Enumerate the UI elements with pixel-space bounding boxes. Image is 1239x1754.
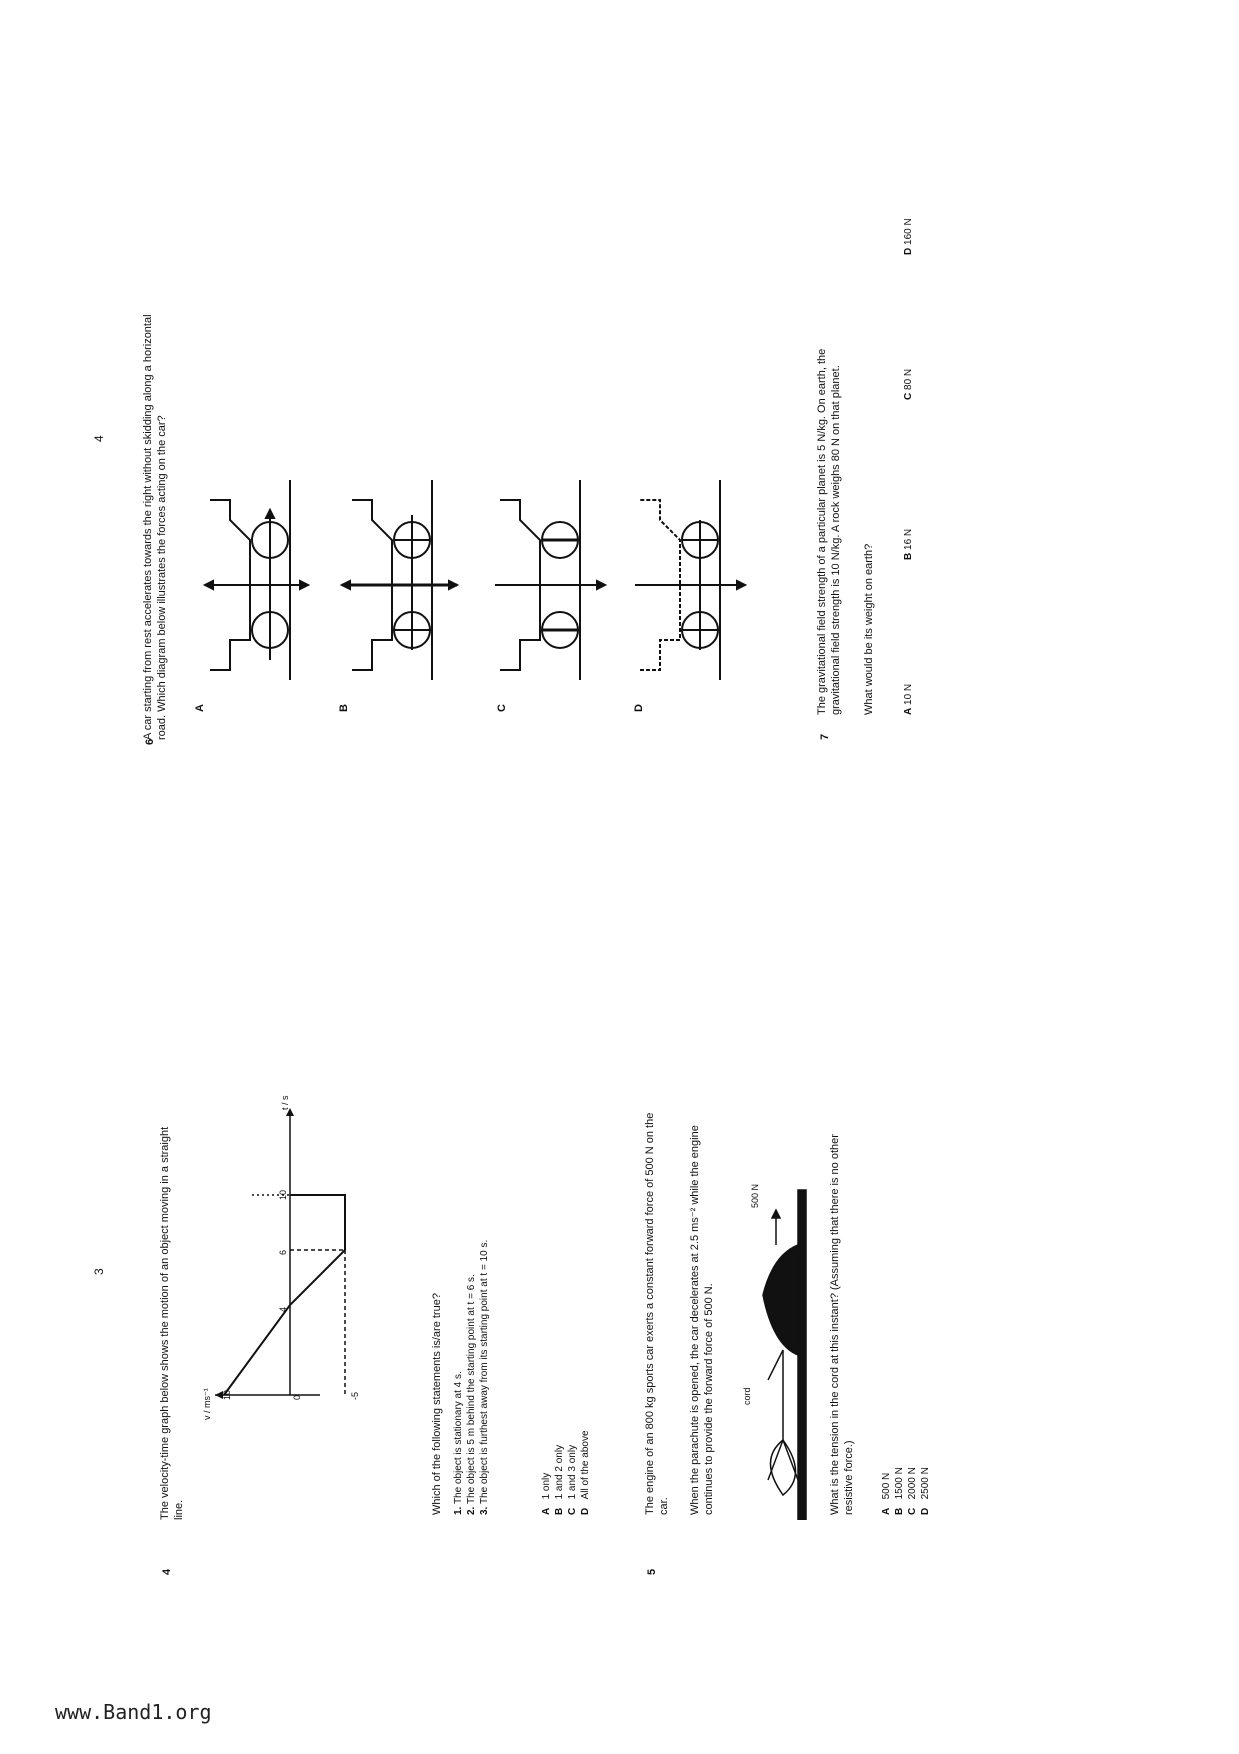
option-6b-label: B <box>338 704 350 712</box>
cord-label: cord <box>742 1387 752 1405</box>
footer-watermark[interactable]: www.Band1.org <box>55 1700 212 1724</box>
question-4-stem-line2: line. <box>173 1499 185 1520</box>
q4-option-c-letter: C <box>567 1507 578 1515</box>
question-5-prompt <box>828 1134 856 1515</box>
question-7-stem <box>815 349 843 715</box>
statement-3 <box>478 1240 491 1515</box>
question-6-stem-line2: road. Which diagram below illustrates the forces acting on the car? <box>156 415 168 740</box>
q7-option-c-letter: C <box>903 392 914 400</box>
question-5-stem-1 <box>643 1113 671 1515</box>
road <box>798 1190 806 1520</box>
q7-option-a-letter: A <box>903 707 914 715</box>
statement-3-number: 3. <box>479 1506 490 1515</box>
q4-option-a-letter: A <box>541 1507 552 1515</box>
q4-option-a <box>540 1430 553 1515</box>
x-tick-6: 6 <box>278 1249 288 1255</box>
q7-option-a-text: 10 N <box>903 683 914 705</box>
question-5-prompt-line2: resistive force.) <box>843 1440 855 1515</box>
car-diagram-c <box>480 470 610 690</box>
question-6-stem-line1: A car starting from rest accelerates towards the right without skidding along a horizontal <box>142 314 154 740</box>
statement-2-text: The object is 5 m behind the starting point at t = 6 s. <box>466 1274 477 1505</box>
graph-y-axis-label: v / ms⁻¹ <box>202 1388 212 1420</box>
statement-2-number: 2. <box>466 1506 477 1515</box>
q7-option-b-letter: B <box>903 552 914 560</box>
q5-option-b-text: 1500 N <box>894 1467 905 1500</box>
q4-option-c <box>566 1430 579 1515</box>
q5-options <box>880 1467 932 1515</box>
q4-option-d-letter: D <box>580 1507 591 1515</box>
question-5-stem1-line1: The engine of an 800 kg sports car exerts a constant forward force of 500 N on the <box>644 1112 656 1515</box>
q7-option-c <box>902 369 915 400</box>
car-diagram-a <box>190 470 320 690</box>
q5-option-d <box>919 1467 932 1515</box>
q7-option-d-text: 160 N <box>903 218 914 245</box>
question-5-stem2-line2: continues to provide the forward force of 500 N. <box>703 1283 715 1515</box>
car-body <box>763 1245 798 1355</box>
statement-1-number: 1. <box>453 1506 464 1515</box>
statement-2 <box>465 1240 478 1515</box>
q7-option-c-text: 80 N <box>903 368 914 390</box>
page-number-4: 4 <box>92 435 106 442</box>
velocity-time-graph <box>190 1090 360 1420</box>
option-6a-label: A <box>194 704 206 712</box>
car-diagram-d <box>620 470 750 690</box>
q7-option-b <box>902 529 915 560</box>
parachute-car-diagram <box>728 1150 808 1520</box>
q5-option-c-text: 2000 N <box>907 1467 918 1500</box>
question-5-number: 5 <box>646 1568 658 1575</box>
question-4-number: 4 <box>161 1568 173 1575</box>
q5-option-b <box>893 1467 906 1515</box>
q5-option-d-text: 2500 N <box>920 1467 931 1500</box>
statement-1-text: The object is stationary at 4 s. <box>453 1371 464 1505</box>
car-diagram-b <box>332 470 462 690</box>
question-4-prompt: Which of the following statements is/are true? <box>431 1293 443 1515</box>
question-5-stem1-line2: car. <box>658 1497 670 1515</box>
y-tick-0: 0 <box>292 1394 302 1400</box>
force-label-500n: 500 N <box>750 1183 760 1208</box>
x-tick-4: 4 <box>278 1306 288 1312</box>
q5-option-a-letter: A <box>881 1507 892 1515</box>
question-4-stem <box>158 1127 186 1520</box>
statement-1 <box>452 1240 465 1515</box>
q5-option-c <box>906 1467 919 1515</box>
q7-option-b-text: 16 N <box>903 528 914 550</box>
q5-option-b-letter: B <box>894 1507 905 1515</box>
q4-options <box>540 1430 592 1515</box>
question-5-stem2-line1: When the parachute is opened, the car decelerates at 2.5 ms⁻² while the engine <box>689 1125 701 1515</box>
q4-option-d-text: All of the above <box>580 1430 591 1500</box>
q4-option-a-text: 1 only <box>541 1472 552 1500</box>
x-tick-10: 10 <box>278 1189 288 1200</box>
y-tick-minus-5: -5 <box>350 1391 360 1400</box>
q4-option-b-text: 1 and 2 only <box>554 1444 565 1500</box>
q7-option-d <box>902 218 915 255</box>
page-number-3: 3 <box>92 1268 106 1275</box>
q5-option-d-letter: D <box>920 1507 931 1515</box>
question-5-prompt-line1: What is the tension in the cord at this instant? (Assuming that there is no other <box>829 1134 841 1515</box>
y-tick-10: 10 <box>222 1389 232 1400</box>
graph-x-axis-label: t / s <box>280 1095 290 1110</box>
statement-3-text: The object is furthest away from its starting point at t = 10 s. <box>479 1239 490 1505</box>
q4-option-b <box>553 1430 566 1515</box>
velocity-line <box>224 1195 345 1395</box>
q5-option-a-text: 500 N <box>881 1472 892 1500</box>
parachute-canopy <box>771 1440 796 1495</box>
question-7-stem-line1: The gravitational field strength of a particular planet is 5 N/kg. On earth, the <box>816 348 828 715</box>
q5-option-c-letter: C <box>907 1507 918 1515</box>
question-7-number: 7 <box>819 733 831 740</box>
q5-option-a <box>880 1467 893 1515</box>
q4-option-c-text: 1 and 3 only <box>567 1444 578 1500</box>
q4-option-b-letter: B <box>554 1507 565 1515</box>
question-7-stem-line2: gravitational field strength is 10 N/kg. A rock weighs 80 N on that planet. <box>830 365 842 715</box>
question-4-stem-line1: The velocity-time graph below shows the motion of an object moving in a straight <box>159 1126 171 1520</box>
q7-option-d-letter: D <box>903 247 914 255</box>
question-6-stem <box>141 314 169 740</box>
question-6-number: 6 <box>144 738 156 745</box>
q4-option-d <box>579 1430 592 1515</box>
option-6c-label: C <box>496 704 508 712</box>
q7-option-a <box>902 684 915 715</box>
question-7-prompt: What would be its weight on earth? <box>863 543 875 715</box>
question-5-stem-2 <box>688 1125 716 1515</box>
q4-statements <box>452 1240 491 1515</box>
option-6d-label: D <box>633 704 645 712</box>
